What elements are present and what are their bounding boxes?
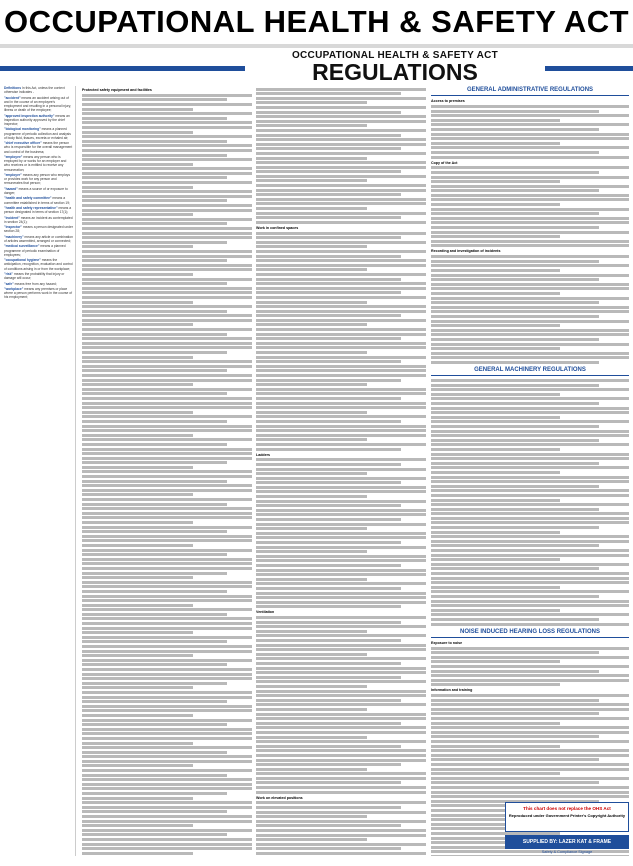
col3-heading-elevated: Work on elevated positions xyxy=(256,795,303,800)
definition-term: "employer" xyxy=(4,172,23,177)
col4-heading-exposure: Exposure to noise xyxy=(431,640,463,645)
definition-term: "safe" xyxy=(4,281,15,286)
definition-entry xyxy=(4,173,73,186)
supplier-banner: SUPPLIED BY: LAZER KAT & FRAME xyxy=(505,835,629,849)
definition-term: "health and safety committee" xyxy=(4,196,53,201)
definition-text: means free from any hazard; xyxy=(14,281,57,286)
definition-entry xyxy=(4,86,73,94)
col4-heading-training: Information and training xyxy=(431,688,473,693)
definition-entry xyxy=(4,235,73,243)
definitions-column xyxy=(4,86,76,856)
definition-entry xyxy=(4,127,73,140)
definition-text: means an incident as contemplated in section 24(1); xyxy=(4,215,73,224)
definition-entry xyxy=(4,96,73,113)
disclaimer-box xyxy=(505,802,629,832)
definition-entry xyxy=(4,258,73,271)
definition-text: means a planned programme of periodic collection and analysis of body fluid, tissues, excreta or exhaled air; xyxy=(4,127,71,140)
definition-term: "incident" xyxy=(4,215,21,220)
definition-term: "health and safety representative" xyxy=(4,205,59,210)
act-column-2 xyxy=(82,86,252,856)
definition-term: "biological monitoring" xyxy=(4,127,42,132)
subtitle-small: OCCUPATIONAL HEALTH & SAFETY ACT xyxy=(291,50,499,61)
header-divider xyxy=(0,44,633,48)
definition-entry xyxy=(4,225,73,233)
regulations-title-block xyxy=(245,50,545,86)
page-title: OCCUPATIONAL HEALTH & SAFETY ACT xyxy=(3,4,630,39)
col2-heading: Protected safety equipment and facilities xyxy=(82,88,152,92)
general-admin-heading: GENERAL ADMINISTRATIVE REGULATIONS xyxy=(466,87,594,93)
act-column-3 xyxy=(256,86,426,856)
definition-text: means an inspection authority approved by the chief inspector; xyxy=(4,113,70,126)
definition-text: means the anticipation, recognition, evaluation and control of conditions arising in or from the workplace; xyxy=(4,258,73,271)
definition-text: In this Act, unless the context otherwise indicates - xyxy=(4,86,65,95)
definition-entry xyxy=(4,216,73,224)
col3-heading-ventilation: Ventilation xyxy=(256,610,275,615)
definition-text: means a person designated under section 28; xyxy=(4,225,73,234)
definition-entry xyxy=(4,272,73,280)
definition-term: "approved inspection authority" xyxy=(4,113,56,118)
definition-text: means the probability that injury or damage will occur; xyxy=(4,271,65,281)
definition-term: "workplace" xyxy=(4,286,25,291)
col4-heading-copy: Copy of the Act xyxy=(431,160,458,165)
definition-term: "inspector" xyxy=(4,225,23,230)
definition-text: means a committee established in terms of section 19; xyxy=(4,196,70,205)
definition-term: "accident" xyxy=(4,95,22,100)
definition-text: means any person who is employed by or works for an employer and who receives or is entitled to receive any remuneration; xyxy=(4,154,67,172)
definition-term: "occupational hygiene" xyxy=(4,258,42,263)
definition-entry xyxy=(4,196,73,204)
col4-heading-incidents: Recording and investigation of incidents xyxy=(431,249,501,254)
col3-heading-ladders: Ladders xyxy=(256,452,270,457)
definition-text: means any article or combination of articles assembled, arranged or connected; xyxy=(4,234,73,243)
supplier-subtitle: Safety & Compliance Signage xyxy=(541,850,593,854)
disclaimer-line2: Reproduced under Government Printer's Copyright Authority xyxy=(508,813,626,818)
definition-term: "employee" xyxy=(4,154,24,159)
blue-stripe-left xyxy=(0,66,245,71)
definition-entry xyxy=(4,114,73,127)
col3-heading-confined: Work in confined spaces xyxy=(256,225,299,230)
col4-heading-access: Access to premises xyxy=(431,99,465,104)
definition-entry xyxy=(4,282,73,286)
definition-entry xyxy=(4,141,73,154)
blue-stripe-right xyxy=(545,66,633,71)
definition-term: Definitions xyxy=(4,86,22,90)
definition-entry xyxy=(4,155,73,172)
definition-text: means a source of or exposure to danger; xyxy=(4,186,68,195)
definition-text: means a person designated in terms of section 17(1); xyxy=(4,205,72,215)
definition-text: means a planned programme of periodic examination of employees; xyxy=(4,244,66,257)
definition-text: means an accident arising out of and in the course of an employee's employment and resulting in a personal injury, illness or death of the employee; xyxy=(4,95,72,113)
definition-text: means any person who employs or provides work for any person and remunerates that person; xyxy=(4,172,70,186)
definition-text: means the person who is responsible for the overall management and control of the business; xyxy=(4,141,73,154)
regulations-column xyxy=(431,86,629,856)
general-machinery-heading: GENERAL MACHINERY REGULATIONS xyxy=(474,366,586,373)
noise-heading: NOISE INDUCED HEARING LOSS REGULATIONS xyxy=(460,628,600,635)
subtitle-big: REGULATIONS xyxy=(312,59,478,85)
page-header xyxy=(0,0,633,44)
definition-entry xyxy=(4,206,73,214)
definition-term: "machinery" xyxy=(4,234,25,239)
definition-term: "medical surveillance" xyxy=(4,244,41,249)
definition-term: "hazard" xyxy=(4,186,19,191)
definition-entry xyxy=(4,244,73,257)
disclaimer-line1: This chart does not replace the OHS Act xyxy=(523,806,611,811)
definition-entry xyxy=(4,287,73,300)
body-columns xyxy=(0,86,633,866)
definition-entry xyxy=(4,187,73,195)
definition-term: "risk" xyxy=(4,271,14,276)
definition-text: means any premises or place where a person performs work in the course of his employment; xyxy=(4,286,72,300)
definition-term: "chief executive officer" xyxy=(4,141,43,146)
